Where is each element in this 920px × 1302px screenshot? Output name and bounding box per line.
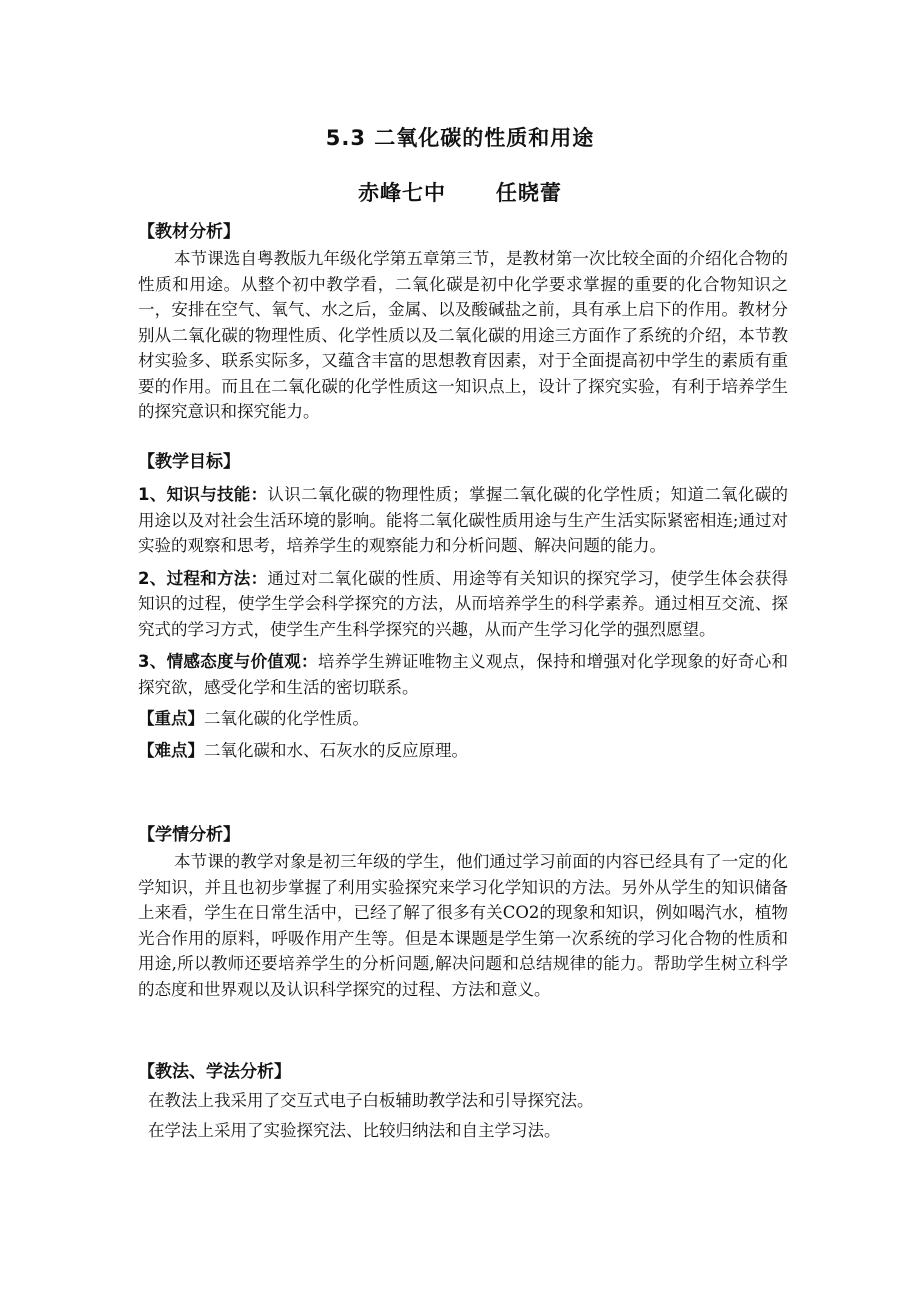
- goal-label: 1、知识与技能：: [138, 485, 268, 504]
- difficult-point: [138, 738, 788, 764]
- key-point-text: 二氧化碳的化学性质。: [204, 709, 369, 728]
- goal-label: 2、过程和方法：: [138, 568, 268, 588]
- method-line: 在学法上采用了实验探究法、比较归纳法和自主学习法。: [148, 1120, 561, 1140]
- methods-section: [138, 1059, 788, 1143]
- textbook-analysis-section: [138, 219, 788, 425]
- section-heading: 【学情分析】: [138, 825, 240, 845]
- student-analysis-section: [138, 822, 788, 1002]
- goal-text: 培养学生辨证唯物主义观点，保持和增强对化学现象的好奇心和探究欲，感受化学和生活的密切联系。: [138, 652, 789, 697]
- difficult-point-label: 【难点】: [138, 740, 204, 760]
- goal-item: [138, 482, 788, 559]
- paragraph: 本节课的教学对象是初三年级的学生，他们通过学习前面的内容已经具有了一定的化学知识，并且也初步掌握了利用实验探究来学习化学知识的方法。另外从学生的知识储备上来看，学生在日常生活中，已经了解了很多有关CO2的现象和知识，例如喝汽水，植物光合作用的原料，呼吸作用产生等。但是本课题是学生第一次系统的学习化合物的性质和用途,所以教师还要培养学生的分析问题,解决问题和总结规律的能力。帮助学生树立科学的态度和世界观以及认识科学探究的过程、方法和意义。: [138, 852, 788, 999]
- key-point: [138, 706, 788, 732]
- author-line: 赤峰七中 任晓蕾: [358, 181, 562, 205]
- goal-text: 认识二氧化碳的物理性质；掌握二氧化碳的化学性质；知道二氧化碳的用途以及对社会生活环境的影响。能将二氧化碳性质用途与生产生活实际紧密相连;通过对实验的观察和思考，培养学生的观察能力和分析问题、解决问题的能力。: [138, 485, 788, 555]
- goal-label: 3、情感态度与价值观：: [138, 652, 318, 671]
- goal-text: 通过对二氧化碳的性质、用途等有关知识的探究学习，使学生体会获得知识的过程，使学生学会科学探究的方法，从而培养学生的科学素养。通过相互交流、探究式的学习方式，使学生产生科学探究的兴趣，从而产生学习化学的强烈愿望。: [138, 568, 788, 639]
- goal-item: [138, 649, 788, 700]
- section-heading: 【教学目标】: [138, 452, 240, 472]
- difficult-point-text: 二氧化碳和水、石灰水的反应原理。: [204, 740, 468, 760]
- document-title: 5.3 二氧化碳的性质和用途: [325, 126, 595, 150]
- teaching-goals-section: [138, 449, 788, 763]
- method-line: 在教法上我采用了交互式电子白板辅助教学法和引导探究法。: [148, 1091, 594, 1110]
- section-heading: 【教法、学法分析】: [138, 1062, 291, 1082]
- section-heading: 【教材分析】: [138, 222, 240, 242]
- paragraph: 本节课选自粤教版九年级化学第五章第三节，是教材第一次比较全面的介绍化合物的性质和用途。从整个初中教学看，二氧化碳是初中化学要求掌握的重要的化合物知识之一，安排在空气、氧气、水之后，金属、以及酸碱盐之前，具有承上启下的作用。教材分别从二氧化碳的物理性质、化学性质以及二氧化碳的用途三方面作了系统的介绍，本节教材实验多、联系实际多，又蕴含丰富的思想教育因素，对于全面提高初中学生的素质有重要的作用。而且在二氧化碳的化学性质这一知识点上，设计了探究实验，有利于培养学生的探究意识和探究能力。: [138, 249, 788, 421]
- key-point-label: 【重点】: [138, 709, 204, 728]
- goal-item: [138, 566, 788, 643]
